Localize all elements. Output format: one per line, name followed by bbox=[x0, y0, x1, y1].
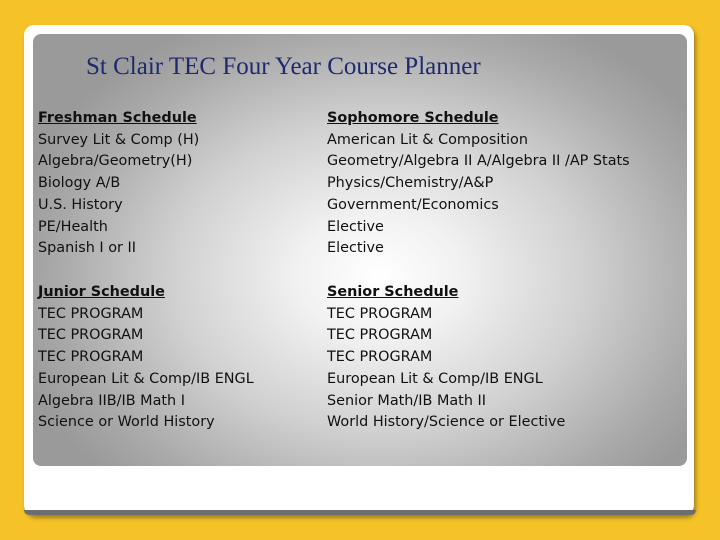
junior-course: TEC PROGRAM bbox=[38, 349, 144, 366]
sophomore-course: Government/Economics bbox=[327, 196, 499, 213]
freshman-course: Survey Lit & Comp (H) bbox=[38, 131, 200, 148]
senior-schedule bbox=[327, 282, 565, 434]
junior-course: Science or World History bbox=[38, 414, 215, 431]
freshman-course: U.S. History bbox=[38, 196, 123, 213]
freshman-schedule bbox=[38, 108, 199, 260]
junior-schedule-heading: Junior Schedule bbox=[38, 284, 165, 300]
sophomore-schedule bbox=[327, 108, 630, 260]
junior-course: TEC PROGRAM bbox=[38, 327, 144, 344]
junior-schedule bbox=[38, 282, 254, 434]
sophomore-course: Geometry/Algebra II A/Algebra II /AP Stats bbox=[327, 153, 630, 170]
freshman-course: Biology A/B bbox=[38, 175, 121, 192]
senior-course: TEC PROGRAM bbox=[327, 349, 433, 366]
sophomore-schedule-heading: Sophomore Schedule bbox=[327, 110, 499, 126]
page-title: St Clair TEC Four Year Course Planner bbox=[86, 53, 481, 80]
sophomore-course: Physics/Chemistry/A&P bbox=[327, 175, 494, 192]
senior-course: Senior Math/IB Math II bbox=[327, 392, 486, 409]
senior-course: World History/Science or Elective bbox=[327, 414, 566, 431]
senior-course: European Lit & Comp/IB ENGL bbox=[327, 370, 543, 387]
frame-underline bbox=[24, 510, 696, 515]
senior-course: TEC PROGRAM bbox=[327, 305, 433, 322]
senior-schedule-heading: Senior Schedule bbox=[327, 284, 459, 300]
junior-course: TEC PROGRAM bbox=[38, 305, 144, 322]
sophomore-course: American Lit & Composition bbox=[327, 131, 528, 148]
freshman-course: Spanish I or II bbox=[38, 240, 137, 257]
freshman-course: Algebra/Geometry(H) bbox=[38, 153, 193, 170]
senior-course: TEC PROGRAM bbox=[327, 327, 433, 344]
sophomore-course: Elective bbox=[327, 240, 384, 257]
freshman-course: PE/Health bbox=[38, 218, 108, 235]
freshman-schedule-heading: Freshman Schedule bbox=[38, 110, 197, 126]
junior-course: European Lit & Comp/IB ENGL bbox=[38, 370, 254, 387]
sophomore-course: Elective bbox=[327, 218, 384, 235]
junior-course: Algebra IIB/IB Math I bbox=[38, 392, 185, 409]
